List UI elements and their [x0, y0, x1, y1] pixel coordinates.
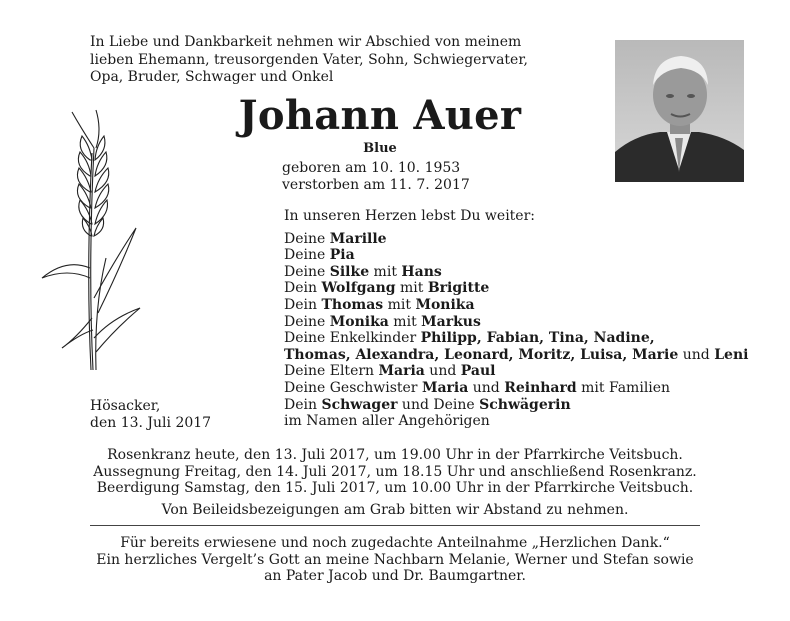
service-info [0, 447, 790, 497]
family-member-text: und Deine [397, 396, 480, 413]
family-member-name: Monika [329, 313, 389, 330]
family-member-name: Wolfgang [321, 280, 396, 297]
death-date: verstorben am 11. 7. 2017 [282, 176, 470, 193]
birth-date: geboren am 10. 10. 1953 [282, 160, 461, 176]
family-member-line [284, 314, 748, 331]
thanks-text [0, 535, 790, 585]
intro-line: Opa, Bruder, Schwager und Onkel [90, 69, 334, 85]
family-member-line [284, 363, 748, 380]
family-member-line [284, 247, 748, 264]
thanks-line: Ein herzliches Vergelt’s Gott an meine Nachbarn Melanie, Werner und Stefan sowie [96, 551, 694, 568]
family-member-name: Philipp, Fabian, Tina, Nadine, [420, 330, 655, 347]
family-member-name: Schwager [321, 396, 398, 413]
family-member-name: Maria [378, 363, 425, 380]
family-member-name: Silke [329, 263, 370, 280]
family-member-line [284, 397, 748, 414]
family-member-text: Dein [284, 296, 322, 313]
deceased-nickname: Blue [363, 141, 397, 156]
family-member-name: Brigitte [427, 280, 490, 297]
deceased-name: Johann Auer [238, 92, 522, 139]
service-line: Rosenkranz heute, den 13. Juli 2017, um 19.00 Uhr in der Pfarrkirche Veitsbuch. [107, 447, 683, 463]
family-member-line [284, 380, 748, 397]
family-intro: In unseren Herzen lebst Du weiter: [284, 208, 536, 224]
service-line: Aussegnung Freitag, den 14. Juli 2017, um 18.15 Uhr und anschließend Rosenkranz. [93, 463, 697, 480]
family-member-text: mit [383, 296, 416, 313]
family-member-name: Reinhard [504, 379, 577, 396]
family-member-text: mit [388, 313, 422, 330]
divider [90, 525, 700, 526]
place-date [90, 398, 211, 431]
thanks-line: Für bereits erwiesene und noch zugedachte Anteilnahme „Herzlichen Dank.“ [120, 535, 670, 551]
family-member-text: im Namen aller Angehörigen [284, 413, 490, 430]
family-member-line [284, 264, 748, 281]
family-member-text: mit Familien [576, 379, 671, 396]
family-member-text: Deine Enkelkinder [284, 330, 421, 347]
family-member-name: Thomas, Alexandra, Leonard, Moritz, Luisa, Marie [284, 346, 679, 363]
place: Hösacker, [90, 398, 161, 414]
thanks-line: an Pater Jacob und Dr. Baumgartner. [264, 568, 526, 584]
family-member-line [284, 413, 748, 430]
family-member-text: Dein [284, 280, 322, 297]
family-member-name: Schwägerin [479, 396, 571, 413]
family-member-name: Marille [329, 230, 387, 247]
family-member-line [284, 347, 748, 364]
family-member-text: und [468, 379, 505, 396]
family-member-name: Thomas [321, 296, 384, 313]
family-member-line [284, 231, 748, 248]
family-member-name: Monika [415, 296, 475, 313]
family-members [284, 231, 748, 430]
intro-text [90, 34, 590, 87]
family-member-line [284, 330, 748, 347]
condolence-note: Von Beileidsbezeigungen am Grab bitten wir Abstand zu nehmen. [161, 502, 629, 518]
family-member-text: Deine Eltern [284, 363, 379, 380]
family-member-line [284, 297, 748, 314]
family-member-name: Paul [460, 363, 496, 380]
family-member-text: mit [395, 280, 428, 297]
family-member-name: Leni [714, 346, 749, 363]
family-list [284, 208, 748, 430]
family-member-text: Deine [284, 313, 330, 330]
wheat-ear-icon [36, 108, 148, 378]
family-member-name: Markus [421, 313, 481, 330]
family-member-name: Hans [401, 263, 442, 280]
intro-line: In Liebe und Dankbarkeit nehmen wir Abschied von meinem [90, 34, 522, 50]
service-line: Beerdigung Samstag, den 15. Juli 2017, um 10.00 Uhr in der Pfarrkirche Veitsbuch. [96, 480, 694, 496]
family-member-text: und [678, 346, 715, 363]
family-member-text: mit [369, 263, 402, 280]
life-dates [282, 160, 470, 193]
family-member-text: Dein [284, 396, 322, 413]
family-member-text: Deine [284, 263, 330, 280]
family-member-line [284, 280, 748, 297]
family-member-name: Maria [421, 379, 469, 396]
family-member-name: Pia [329, 247, 355, 264]
family-member-text: und [424, 363, 461, 380]
notice-date: den 13. Juli 2017 [90, 414, 212, 431]
family-member-text: Deine Geschwister [284, 379, 422, 396]
family-member-text: Deine [284, 247, 330, 264]
intro-line: lieben Ehemann, treusorgenden Vater, Sohn, Schwiegervater, [90, 51, 528, 68]
family-member-text: Deine [284, 230, 330, 247]
